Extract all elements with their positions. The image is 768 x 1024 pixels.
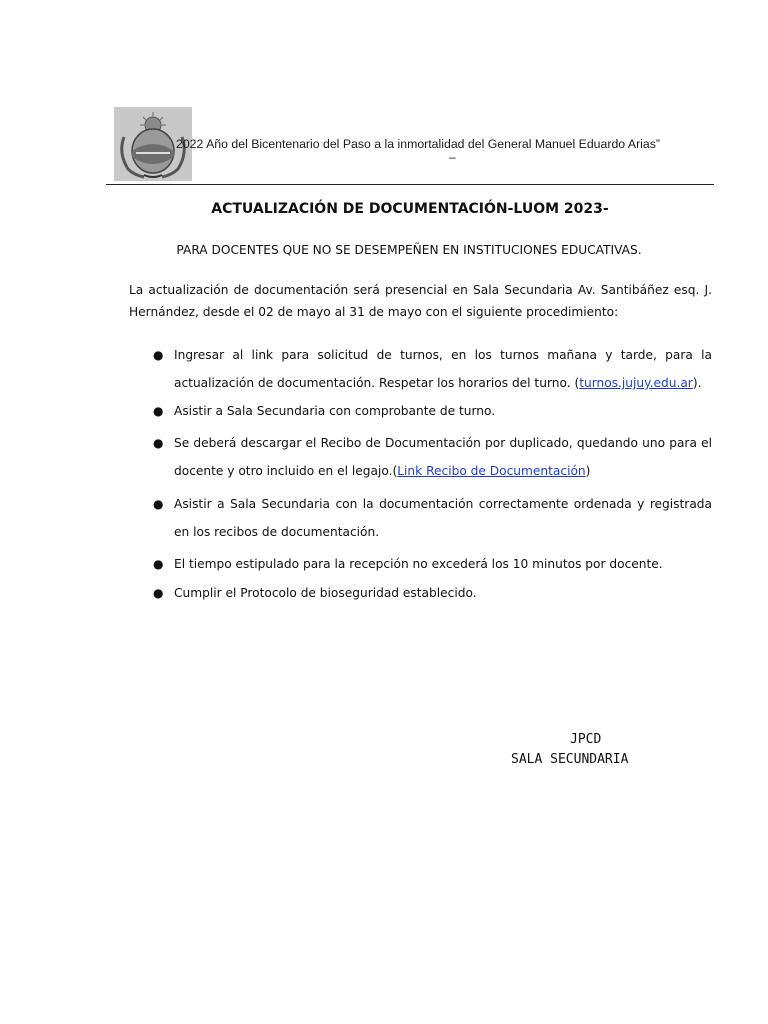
bullet-icon: ● [153,404,164,418]
list-item-protocolo [129,579,712,607]
recibo-link[interactable]: Link Recibo de Documentación [397,464,586,478]
header-divider [106,184,714,185]
bullet-icon: ● [153,348,164,362]
list-item-text: Ingresar al link para solicitud de turnos, en los turnos mañana y tarde, para la actualización de documentación. Respetar los horarios del turno. (turnos.jujuy.edu.ar). [174,348,712,390]
list-item-text: Asistir a Sala Secundaria con comprobante de turno. [174,404,496,418]
list-item-text: Cumplir el Protocolo de bioseguridad establecido. [174,586,477,600]
turnos-link[interactable]: turnos.jujuy.edu.ar [579,376,693,390]
signature-line-2: SALA SECUNDARIA [511,752,629,767]
list-item-text: Se deberá descargar el Recibo de Documentación por duplicado, quedando uno para el docente y otro incluido en el legajo.(Link Recibo de Documentación) [174,436,712,478]
signature-line-1: JPCD [570,732,602,747]
bullet-icon: ● [153,586,164,600]
bullet-icon: ● [153,497,164,511]
header-dash: – [449,150,456,164]
list-item-turnos [129,341,712,397]
document-subtitle: PARA DOCENTES QUE NO SE DESEMPEÑEN EN INSTITUCIONES EDUCATIVAS. [176,243,642,257]
list-item-text: El tiempo estipulado para la recepción no excederá los 10 minutos por docente. [174,557,663,571]
list-item-tiempo [129,550,712,578]
header-slogan: 2022 Año del Bicentenario del Paso a la inmortalidad del General Manuel Eduardo Arias” [176,137,660,151]
intro-paragraph: La actualización de documentación será presencial en Sala Secundaria Av. Santibáñez esq. J. Hernández, desde el 02 de mayo al 31 de mayo con el siguiente procedimiento: [129,283,712,319]
bullet-icon: ● [153,557,164,571]
list-item-recibo [129,429,712,485]
list-item-text: Asistir a Sala Secundaria con la documentación correctamente ordenada y registrada en los recibos de documentación. [174,497,712,539]
list-item-documentacion [129,490,712,546]
document-title: ACTUALIZACIÓN DE DOCUMENTACIÓN-LUOM 2023- [211,201,609,217]
list-item-comprobante [129,397,712,425]
bullet-icon: ● [153,436,164,450]
